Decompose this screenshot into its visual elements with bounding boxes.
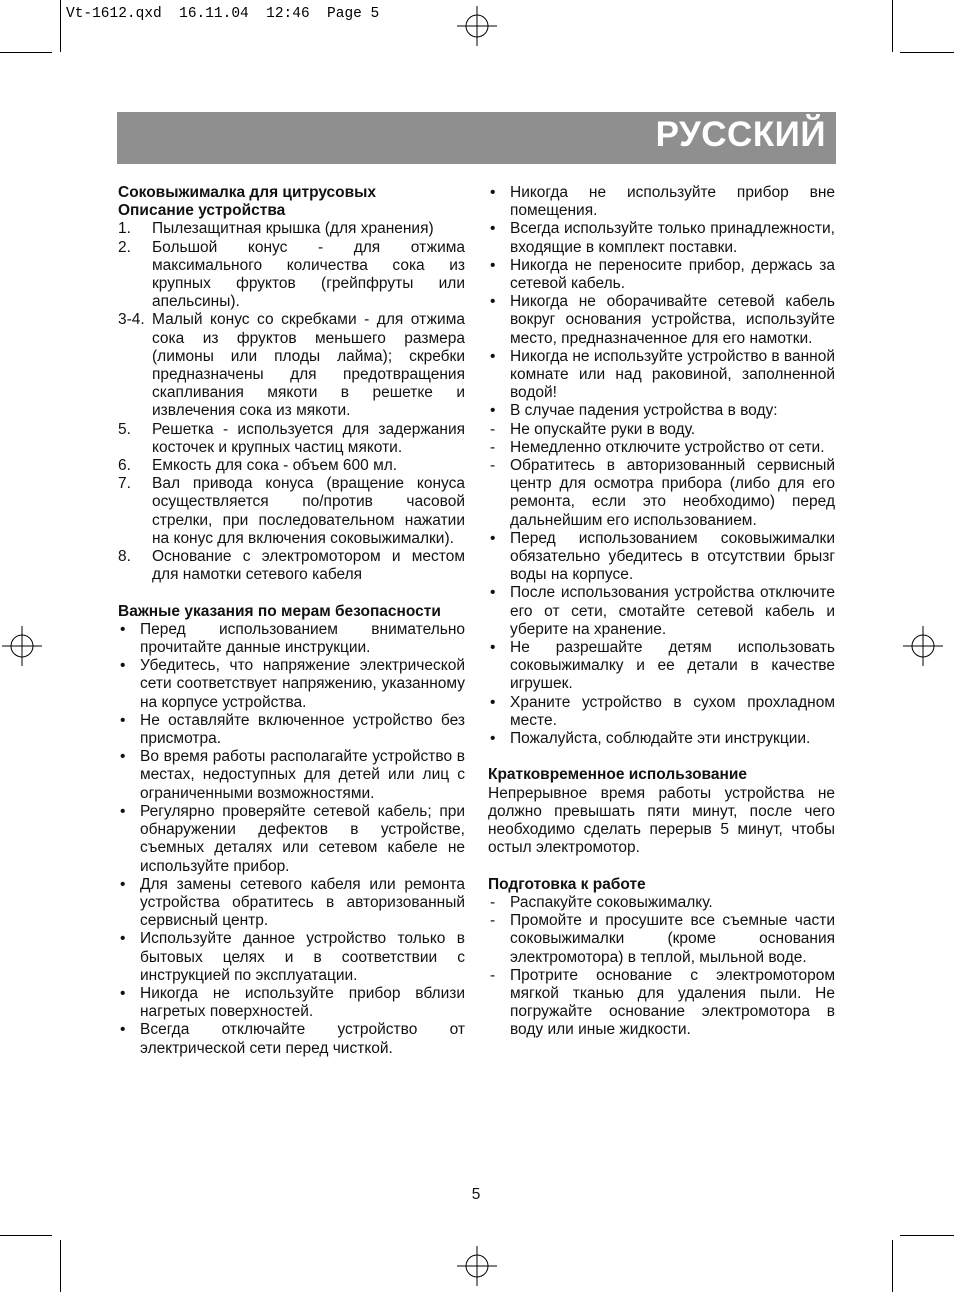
item-text: Никогда не используйте прибор вблизи нагретых поверхностей. (140, 984, 465, 1021)
dash-marker: - (490, 438, 496, 456)
safety-heading (118, 603, 465, 621)
right-column (488, 184, 835, 1040)
parts-list-item (118, 421, 465, 457)
item-text: Используйте данное устройство только в бытовых целях и в соответствии с инструкцией по эксплуатации. (140, 930, 465, 984)
page-number: 5 (471, 1186, 481, 1203)
safety-list-item (118, 930, 465, 985)
crop-mark-tr-h (900, 52, 954, 53)
item-text: Немедленно отключите устройство от сети. (510, 438, 825, 456)
dash-marker: - (490, 893, 496, 911)
bullet-marker: • (490, 293, 496, 311)
crop-mark-tl-h (0, 52, 52, 53)
registration-mark-right (903, 626, 943, 666)
safety-list-item (488, 421, 835, 439)
item-text: Перед использованием внимательно прочитайте данные инструкции. (140, 620, 465, 657)
bullet-marker: • (490, 730, 496, 748)
crop-mark-tl-v (60, 0, 61, 52)
bullet-marker: • (120, 875, 126, 893)
language-title: РУССКИЙ (655, 115, 826, 154)
item-text: Всегда отключайте устройство от электрической сети перед чисткой. (140, 1021, 465, 1057)
item-number: 6. (118, 457, 131, 475)
safety-list-item (118, 748, 465, 803)
parts-list-item (118, 475, 465, 548)
item-text: Никогда не используйте устройство в ванной комнате или над раковиной, заполненной водой! (510, 347, 836, 402)
parts-list-item (118, 239, 465, 312)
bullet-marker: • (490, 402, 496, 420)
safety-list-item (118, 1021, 465, 1057)
bullet-marker: • (120, 657, 126, 675)
bullet-marker: • (120, 748, 126, 766)
item-text: Малый конус со скребками - для отжима сока из фруктов меньшего размера (лимоны или плоды лайма); скребки предназначены для предотвращения скапливания мякоти в решетке и извлечения сока из мякоти. (152, 311, 465, 420)
bullet-marker: • (120, 1021, 126, 1039)
registration-mark-bottom (457, 1246, 497, 1286)
safety-list-item (488, 530, 835, 585)
description-heading: Описание устройства (118, 202, 286, 220)
safety-list-item (118, 985, 465, 1021)
bullet-marker: • (490, 184, 496, 201)
dash-marker: - (490, 457, 496, 475)
safety-list-item (488, 439, 835, 457)
registration-mark-top (457, 6, 497, 46)
item-text: Всегда используйте только принадлежности, входящие в комплект поставки. (510, 220, 835, 256)
bullet-marker: • (490, 347, 496, 365)
safety-heading-text: Важные указания по мерам безопасности (118, 602, 441, 620)
dash-marker: - (490, 912, 496, 930)
item-text: Регулярно проверяйте сетевой кабель; при обнаружении дефектов в устройстве, съемных деталях или сетевом кабеле не используйте прибор. (140, 802, 465, 875)
language-banner (117, 112, 836, 164)
bullet-marker: • (490, 256, 496, 274)
item-text: Основание с электромотором и местом для намотки сетевого кабеля (152, 548, 465, 584)
safety-list-item (488, 257, 835, 293)
print-slug: Vt-1612.qxd 16.11.04 12:46 Page 5 (66, 6, 380, 22)
item-number: 1. (118, 220, 131, 238)
item-text: Во время работы располагайте устройство в местах, недоступных для детей или лиц с ограниченными возможностями. (140, 748, 465, 802)
bullet-marker: • (490, 693, 496, 711)
item-number: 3-4. (118, 311, 145, 329)
safety-list-item (118, 621, 465, 657)
parts-list-item (118, 548, 465, 584)
bullet-marker: • (490, 584, 496, 602)
product-heading: Соковыжималка для цитрусовых (118, 184, 377, 201)
item-text: Протрите основание с электромотором мягкой тканью для удаления пыли. Не погружайте основание электромотора в воду или иные жидкости. (510, 966, 835, 1039)
dash-marker: - (490, 420, 496, 438)
item-text: После использования устройства отключите его от сети, смотайте сетевой кабель и уберите на хранение. (510, 584, 835, 638)
short-use-heading: Кратковременное использование (488, 766, 747, 784)
parts-list (118, 220, 465, 584)
crop-mark-bl-v (60, 1240, 61, 1292)
item-text: Промойте и просушите все съемные части соковыжималки (кроме основания электромотора) в теплой, мыльной воде. (510, 912, 835, 966)
dash-marker: - (490, 966, 496, 984)
safety-list-right (488, 184, 835, 748)
parts-list-item (118, 311, 465, 420)
item-text: Не оставляйте включенное устройство без присмотра. (140, 711, 465, 748)
safety-list-left (118, 621, 465, 1058)
item-text: Никогда не переносите прибор, держась за сетевой кабель. (510, 256, 835, 293)
short-use-text: Непрерывное время работы устройства не должно превышать пяти минут, после чего необходимо сделать перерыв 5 минут, чтобы остыл электромотор. (488, 784, 835, 857)
safety-list-item (118, 803, 465, 876)
safety-list-item (488, 293, 835, 348)
bullet-marker: • (490, 220, 496, 238)
bullet-marker: • (120, 802, 126, 820)
crop-mark-br-h (900, 1235, 954, 1236)
preparation-list-item (488, 894, 835, 912)
safety-list-item (488, 457, 835, 530)
item-number: 8. (118, 548, 131, 566)
preparation-list-item (488, 912, 835, 967)
safety-list-item (488, 220, 835, 256)
item-number: 5. (118, 420, 131, 438)
safety-list-item (488, 730, 835, 748)
crop-mark-tr-v (892, 0, 893, 52)
item-number: 7. (118, 475, 131, 493)
preparation-list (488, 894, 835, 1040)
registration-mark-left (2, 626, 42, 666)
item-number: 2. (118, 238, 131, 256)
bullet-marker: • (120, 711, 126, 729)
bullet-marker: • (120, 930, 126, 948)
item-text: Большой конус - для отжима максимального количества сока из крупных фруктов (грейпфруты или апельсины). (152, 238, 465, 311)
item-text: Для замены сетевого кабеля или ремонта устройства обратитесь в авторизованный сервисный центр. (140, 875, 465, 930)
left-column (118, 184, 465, 1058)
safety-list-item (488, 639, 835, 694)
item-text: Никогда не оборачивайте сетевой кабель вокруг основания устройства, используйте место, предназначенное для его намотки. (510, 293, 835, 347)
item-text: Емкость для сока - объем 600 мл. (152, 457, 398, 475)
item-text: Перед использованием соковыжималки обязательно убедитесь в отсутствии брызг воды на корпусе. (510, 529, 835, 584)
safety-list-item (118, 876, 465, 931)
safety-list-item (488, 184, 835, 220)
crop-mark-bl-h (0, 1235, 52, 1236)
item-text: Распакуйте соковыжималку. (510, 893, 713, 911)
safety-list-item (488, 584, 835, 639)
item-text: Пожалуйста, соблюдайте эти инструкции. (510, 730, 811, 748)
preparation-heading: Подготовка к работе (488, 875, 646, 893)
parts-list-item (118, 220, 465, 238)
item-text: Храните устройство в сухом прохладном месте. (510, 693, 835, 729)
item-text: Решетка - используется для задержания косточек и крупных частиц мякоти. (152, 420, 465, 456)
safety-list-item (488, 694, 835, 730)
safety-list-item (488, 402, 835, 420)
item-text: Обратитесь в авторизованный сервисный центр для осмотра прибора (либо для его ремонта, если это необходимо) перед дальнейшим его использованием. (510, 457, 835, 529)
bullet-marker: • (490, 639, 496, 657)
item-text: Никогда не используйте прибор вне помещения. (510, 184, 835, 220)
bullet-marker: • (120, 984, 126, 1002)
item-text: Не разрешайте детям использовать соковыжималку и ее детали в качестве игрушек. (510, 639, 835, 693)
safety-list-item (488, 348, 835, 403)
item-text: Не опускайте руки в воду. (510, 420, 696, 438)
item-text: Убедитесь, что напряжение электрической сети соответствует напряжению, указанному на корпусе устройства. (140, 657, 465, 711)
item-text: В случае падения устройства в воду: (510, 402, 778, 420)
bullet-marker: • (120, 620, 126, 638)
item-text: Вал привода конуса (вращение конуса осуществляется по/против часовой стрелки, при последовательном нажатии на конус для включения соковыжималки). (152, 475, 465, 547)
crop-mark-br-v (892, 1240, 893, 1292)
safety-list-item (118, 657, 465, 712)
preparation-list-item (488, 967, 835, 1040)
parts-list-item (118, 457, 465, 475)
item-text: Пылезащитная крышка (для хранения) (152, 220, 434, 238)
safety-list-item (118, 712, 465, 748)
bullet-marker: • (490, 529, 496, 547)
